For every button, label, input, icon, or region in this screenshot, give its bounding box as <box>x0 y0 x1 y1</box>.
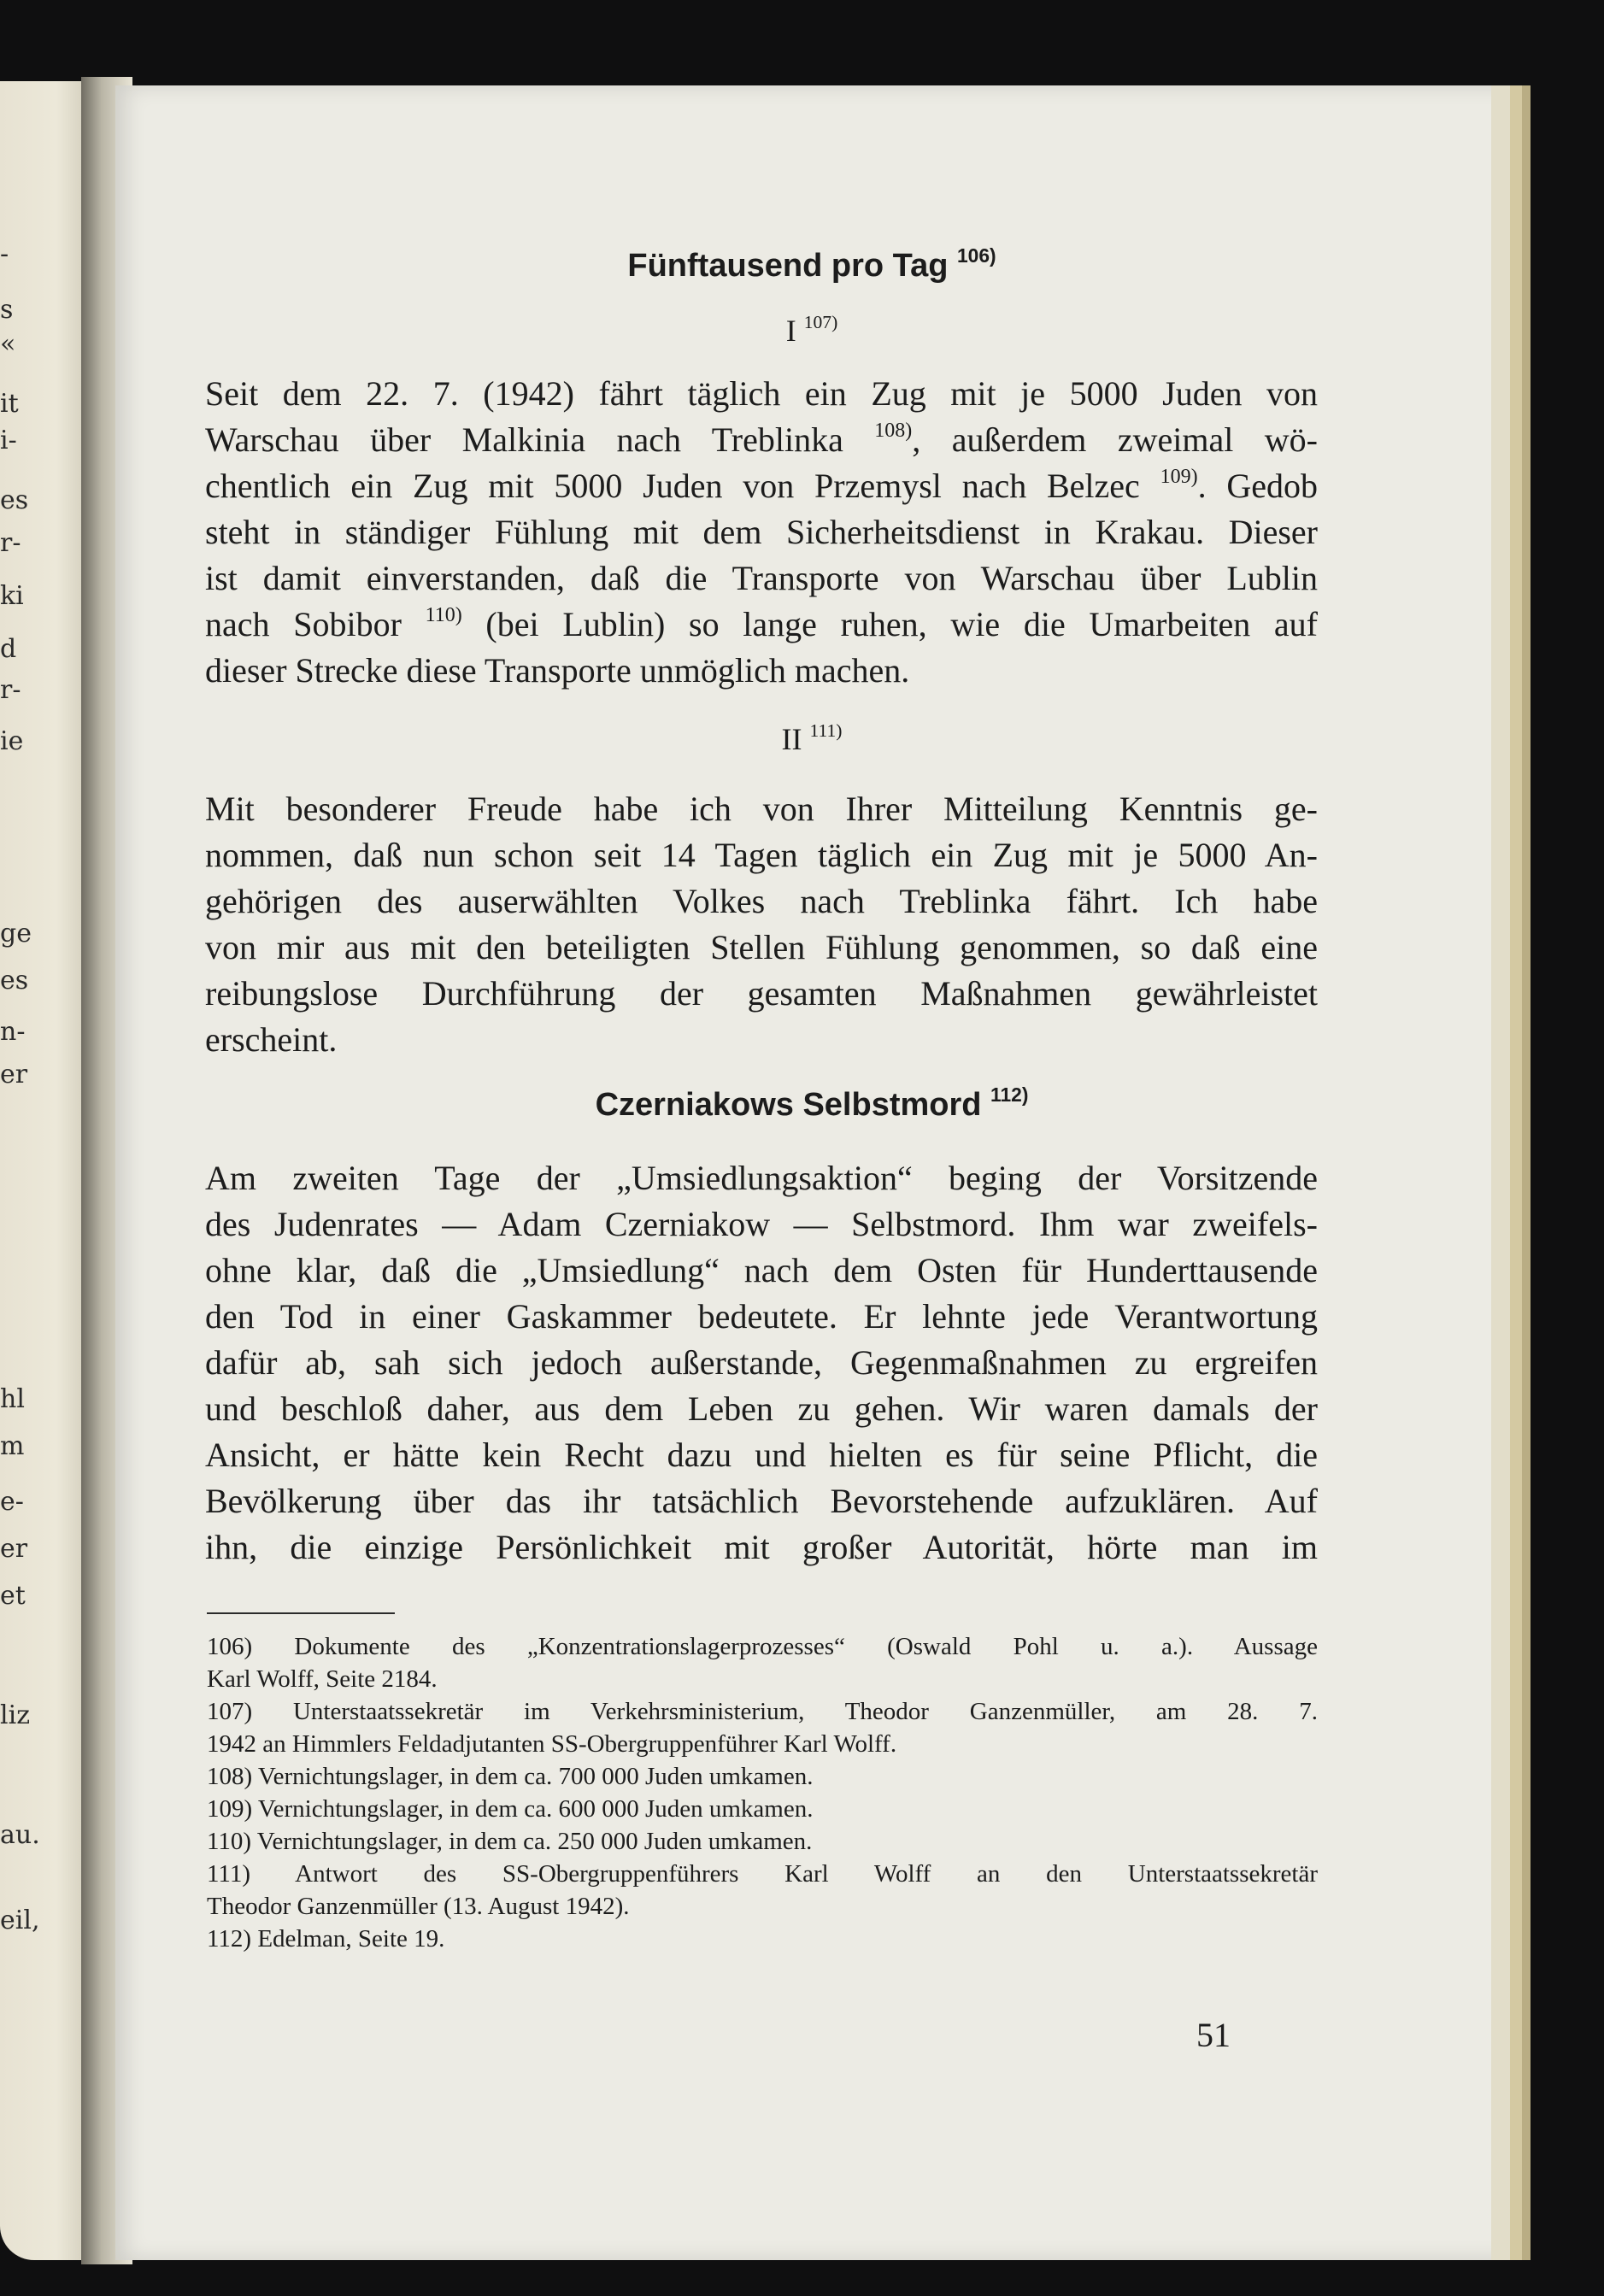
previous-page-text-fragment: e- <box>0 1487 24 1517</box>
text-run: von mir aus mit den beteiligten Stellen Fühlung genommen, so daß eine <box>205 928 1318 966</box>
page-edge <box>1491 85 1510 2260</box>
part-label <box>115 721 1508 757</box>
text-line <box>205 1432 1318 1478</box>
previous-page-text-fragment: r- <box>0 528 21 558</box>
section-title: Fünftausend pro Tag <box>627 248 949 284</box>
text-run: , außerdem zweimal wö- <box>912 420 1318 459</box>
previous-page-text-fragment: ki <box>0 581 24 611</box>
text-line <box>205 463 1318 509</box>
text-line <box>205 832 1318 878</box>
text-line <box>205 417 1318 463</box>
footnote-ref: 111) <box>809 719 843 741</box>
text-run: Warschau über Malkinia nach Treblinka <box>205 420 875 459</box>
previous-page-text-fragment: es <box>0 966 29 995</box>
text-line <box>205 1155 1318 1201</box>
text-run: des Judenrates — Adam Czerniakow — Selbstmord. Ihm war zweifels- <box>205 1205 1318 1243</box>
footnote-line: 107) Unterstaatssekretär im Verkehrsministerium, Theodor Ganzenmüller, am 28. 7. <box>207 1698 1318 1725</box>
text-run: erscheint. <box>205 1020 338 1059</box>
text-run: Mit besonderer Freude habe ich von Ihrer Mitteilung Kenntnis ge- <box>205 790 1318 828</box>
footnote-line: 110) Vernichtungslager, in dem ca. 250 000 Juden umkamen. <box>207 1828 813 1855</box>
previous-page-text-fragment: i- <box>0 426 17 455</box>
page-number: 51 <box>1196 2016 1231 2054</box>
previous-page-text-fragment: s <box>0 295 14 325</box>
text-run: (bei Lublin) so lange ruhen, wie die Umarbeiten auf <box>461 605 1318 643</box>
previous-page-text-fragment: ie <box>0 726 24 756</box>
text-line <box>205 1248 1318 1294</box>
footnote-ref: 106) <box>956 244 996 267</box>
previous-page-text-fragment: au. <box>0 1820 40 1850</box>
previous-page-text-fragment: ge <box>0 919 32 948</box>
footnote-ref: 109) <box>1160 466 1198 489</box>
footnote-line: 108) Vernichtungslager, in dem ca. 700 000 Juden umkamen. <box>207 1763 814 1790</box>
text-run: Ansicht, er hätte kein Recht dazu und hielten es für seine Pflicht, die <box>205 1436 1318 1474</box>
text-line <box>205 1017 1318 1063</box>
previous-page-text-fragment: hl <box>0 1384 25 1414</box>
previous-page-text-fragment: er <box>0 1060 28 1089</box>
text-line <box>205 971 1318 1017</box>
previous-page-text-fragment: eil, <box>0 1906 40 1935</box>
text-line <box>205 1386 1318 1432</box>
section-heading <box>115 244 1508 285</box>
part-number: I <box>785 314 796 348</box>
text-run: ihn, die einzige Persönlichkeit mit großer Autorität, hörte man im <box>205 1528 1318 1566</box>
page-edge <box>1510 85 1522 2260</box>
text-line <box>205 648 1318 694</box>
text-line <box>205 878 1318 925</box>
part-number: II <box>781 722 802 756</box>
paragraph-czerniakow <box>205 1155 1318 1571</box>
footnote-line: Karl Wolff, Seite 2184. <box>207 1665 438 1693</box>
section-heading <box>115 1083 1508 1124</box>
text-line <box>205 1294 1318 1340</box>
text-line <box>205 1478 1318 1524</box>
text-run: reibungslose Durchführung der gesamten Maßnahmen gewährleistet <box>205 974 1318 1013</box>
previous-page-text-fragment: m <box>0 1431 25 1461</box>
text-run: Am zweiten Tage der „Umsiedlungsaktion“ beging der Vorsitzende <box>205 1159 1318 1197</box>
footnote-line: 111) Antwort des SS-Obergruppenführers Karl Wolff an den Unterstaatssekretär <box>207 1860 1318 1888</box>
text-run: chentlich ein Zug mit 5000 Juden von Przemysl nach Belzec <box>205 467 1160 505</box>
text-line <box>205 925 1318 971</box>
text-run: nommen, daß nun schon seit 14 Tagen täglich ein Zug mit je 5000 An- <box>205 836 1318 874</box>
previous-page-text-fragment: it <box>0 389 19 419</box>
footnotes <box>207 1630 1318 1955</box>
previous-page-text-fragment: et <box>0 1581 26 1611</box>
text-line <box>205 555 1318 602</box>
text-line <box>205 371 1318 417</box>
footnote-line: 112) Edelman, Seite 19. <box>207 1925 445 1952</box>
previous-page-text-fragment: « <box>0 329 16 359</box>
footnote-ref: 108) <box>874 420 913 443</box>
text-run: ist damit einverstanden, daß die Transporte von Warschau über Lublin <box>205 559 1318 597</box>
previous-page-text-fragment: er <box>0 1534 28 1564</box>
footnote-ref: 110) <box>425 604 462 627</box>
text-run: nach Sobibor <box>205 605 426 643</box>
page-edge <box>1522 85 1531 2260</box>
text-line <box>205 602 1318 648</box>
paragraph-part2 <box>205 786 1318 1063</box>
previous-page-text-fragment: es <box>0 485 29 515</box>
footnote-line: 106) Dokumente des „Konzentrationslagerprozesses“ (Oswald Pohl u. a.). Aussage <box>207 1633 1318 1660</box>
previous-page-text-fragment: n- <box>0 1017 26 1047</box>
text-line <box>205 786 1318 832</box>
section-title: Czerniakows Selbstmord <box>595 1087 982 1123</box>
previous-page-text-fragment: d <box>0 634 17 664</box>
text-line <box>205 1201 1318 1248</box>
text-run: Bevölkerung über das ihr tatsächlich Bevorstehende aufzuklären. Auf <box>205 1482 1318 1520</box>
text-line <box>205 1340 1318 1386</box>
text-run: steht in ständiger Fühlung mit dem Sicherheitsdienst in Krakau. Dieser <box>205 513 1318 551</box>
part-label <box>115 313 1508 349</box>
footnote-ref: 107) <box>803 311 838 332</box>
text-run: Seit dem 22. 7. (1942) fährt täglich ein Zug mit je 5000 Juden von <box>205 374 1318 413</box>
text-run: . Gedob <box>1197 467 1318 505</box>
text-line <box>205 1524 1318 1571</box>
previous-page-edge <box>0 81 94 2260</box>
footnote-ref: 112) <box>990 1083 1029 1107</box>
text-run: und beschloß daher, aus dem Leben zu gehen. Wir waren damals der <box>205 1389 1318 1428</box>
previous-page-text-fragment: - <box>0 239 9 269</box>
footnote-line: 109) Vernichtungslager, in dem ca. 600 000 Juden umkamen. <box>207 1795 814 1823</box>
paragraph-part1 <box>205 371 1318 694</box>
text-run: gehörigen des auserwählten Volkes nach Treblinka fährt. Ich habe <box>205 882 1318 920</box>
text-run: dieser Strecke diese Transporte unmöglich machen. <box>205 651 910 690</box>
footnote-line: 1942 an Himmlers Feldadjutanten SS-Obergruppenführer Karl Wolff. <box>207 1730 897 1758</box>
text-line <box>205 509 1318 555</box>
footnote-divider <box>207 1612 395 1614</box>
text-run: dafür ab, sah sich jedoch außerstande, Gegenmaßnahmen zu ergreifen <box>205 1343 1318 1382</box>
previous-page-text-fragment: liz <box>0 1700 30 1730</box>
text-run: ohne klar, daß die „Umsiedlung“ nach dem Osten für Hunderttausende <box>205 1251 1318 1289</box>
previous-page-text-fragment: r- <box>0 675 21 705</box>
text-run: den Tod in einer Gaskammer bedeutete. Er lehnte jede Verantwortung <box>205 1297 1318 1336</box>
footnote-line: Theodor Ganzenmüller (13. August 1942). <box>207 1893 630 1920</box>
